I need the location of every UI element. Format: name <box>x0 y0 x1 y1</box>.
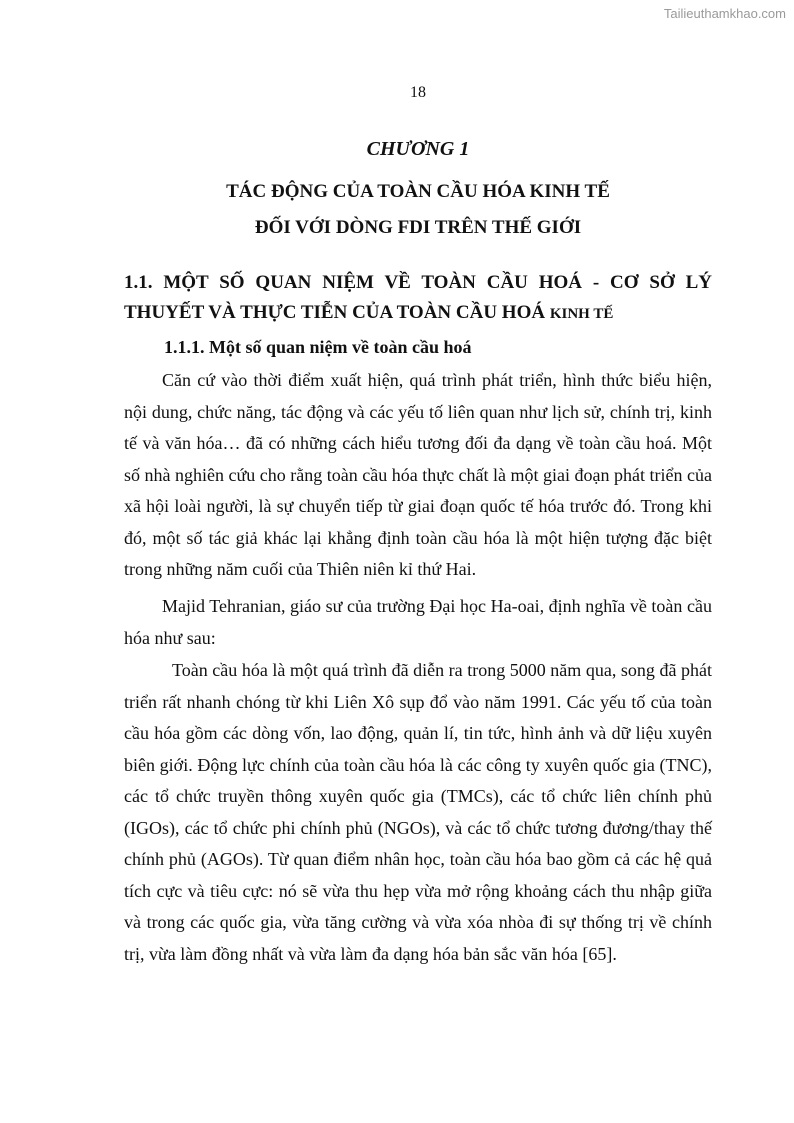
chapter-title-line-1: TÁC ĐỘNG CỦA TOÀN CẦU HÓA KINH TẾ <box>226 181 610 202</box>
body-paragraph-2: Majid Tehranian, giáo sư của trường Đại học Ha-oai, định nghĩa về toàn cầu hóa như sau: <box>124 596 712 648</box>
section-heading-line-2-tail: KINH TẾ <box>549 306 614 322</box>
section-heading <box>124 268 712 329</box>
body-paragraph-1: Căn cứ vào thời điểm xuất hiện, quá trình phát triển, hình thức biểu hiện, nội dung, chức năng, tác động và các yếu tố liên quan như lịch sử, chính trị, kinh tế và văn hóa… đã có những cách hiểu tương đối đa dạng về toàn cầu hoá. Một số nhà nghiên cứu cho rằng toàn cầu hóa thực chất là một giai đoạn phát triển của xã hội loài người, là sự chuyển tiếp từ giai đoạn quốc tế hóa trước đó. Trong khi đó, một số tác giả khác lại khẳng định toàn cầu hóa là một hiện tượng đặc biệt trong những năm cuối của Thiên niên kỉ thứ Hai. <box>124 370 712 579</box>
chapter-title-line-2: ĐỐI VỚI DÒNG FDI TRÊN THẾ GIỚI <box>254 217 582 238</box>
page-number: 18 <box>410 84 426 101</box>
section-heading-line-2-main: THUYẾT VÀ THỰC TIỄN CỦA TOÀN CẦU HOÁ <box>124 302 546 323</box>
watermark-text: Tailieuthamkhao.com <box>663 6 786 21</box>
section-heading-line-2 <box>124 298 712 329</box>
section-heading-line-1: 1.1. MỘT SỐ QUAN NIỆM VỀ TOÀN CẦU HOÁ - CƠ SỞ LÝ <box>124 272 712 293</box>
quoted-definition-paragraph: Toàn cầu hóa là một quá trình đã diễn ra trong 5000 năm qua, song đã phát triển rất nhanh chóng từ khi Liên Xô sụp đổ vào năm 1991. Các yếu tố của toàn cầu hóa gồm các dòng vốn, lao động, quản lí, tin tức, hình ảnh và dữ liệu xuyên biên giới. Động lực chính của toàn cầu hóa là các công ty xuyên quốc gia (TNC), các tổ chức truyền thông xuyên quốc gia (TMCs), các tổ chức liên chính phủ (IGOs), các tổ chức phi chính phủ (NGOs), và các tổ chức tương đương/thay thế chính phủ (AGOs). Từ quan điểm nhân học, toàn cầu hóa bao gồm cả các hệ quả tích cực và tiêu cực: nó sẽ vừa thu hẹp vừa mở rộng khoảng cách thu nhập giữa và trong các quốc gia, vừa tăng cường và vừa xóa nhòa đi sự thống trị về chính trị, vừa làm đồng nhất và vừa làm đa dạng hóa bản sắc văn hóa [65]. <box>124 660 712 964</box>
chapter-title <box>0 174 794 246</box>
chapter-label: CHƯƠNG 1 <box>366 138 470 160</box>
subsection-heading: 1.1.1. Một số quan niệm về toàn cầu hoá <box>164 337 472 357</box>
